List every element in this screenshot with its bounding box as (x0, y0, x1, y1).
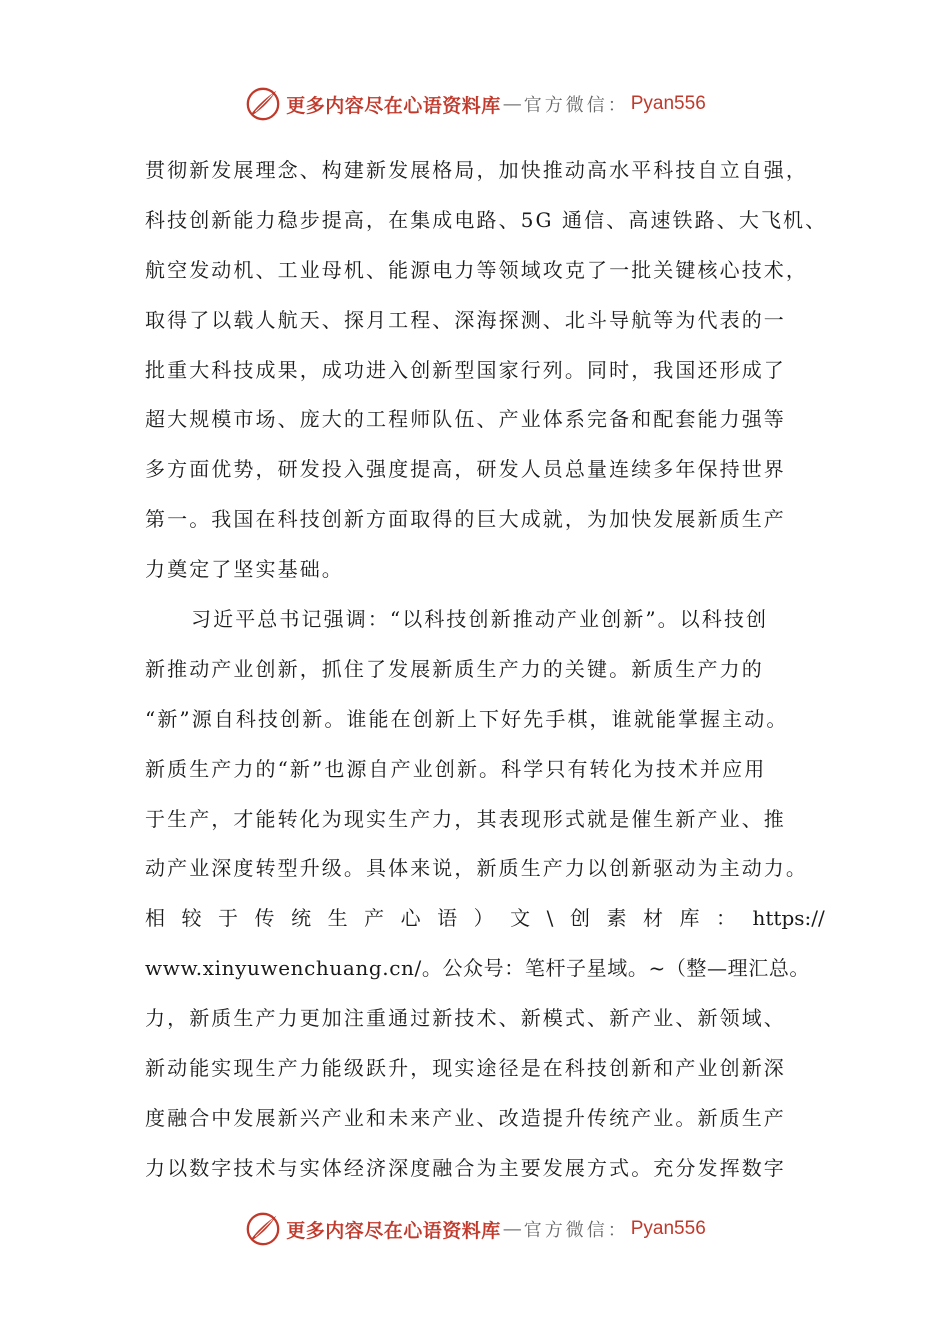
justified-token: 较 (181, 906, 202, 931)
body-line: 贯彻新发展理念、构建新发展格局，加快推动高水平科技自立自强， (145, 158, 808, 182)
justified-token: 素 (606, 906, 627, 931)
justified-token: 于 (218, 906, 239, 931)
justified-token: \ (546, 906, 554, 931)
body-line: 于生产，才能转化为现实生产力，其表现形式就是催生新产业、推 (145, 806, 786, 831)
justified-token: ： (716, 906, 736, 931)
body-line: 新动能实现生产力能级跃升，现实途径是在科技创新和产业创新深 (145, 1056, 786, 1081)
footer-wechat-label: 官方微信： (523, 1220, 629, 1241)
body-line: 度融合中发展新兴产业和未来产业、改造提升传统产业。新质生产 (145, 1105, 786, 1130)
justified-token: 创 (569, 906, 590, 931)
justified-token: 心 (400, 906, 421, 931)
body-line: 力奠定了坚实基础。 (145, 557, 344, 582)
body-line: 动产业深度转型升级。具体来说，新质生产力以创新驱动为主动力。 (145, 856, 808, 881)
justified-token: 产 (364, 906, 385, 931)
footer-brand-text: 更多内容尽在心语资料库 (286, 1219, 501, 1242)
body-line: 航空发动机、工业母机、能源电力等领域攻克了一批关键核心技术， (145, 257, 808, 282)
document-body (145, 146, 828, 1194)
body-line-justified (145, 894, 825, 944)
justified-token: 材 (642, 906, 663, 931)
body-line: 力以数字技术与实体经济深度融合为主要发展方式。充分发挥数字 (145, 1155, 786, 1180)
body-line: 第一。我国在科技创新方面取得的巨大成就，为加快发展新质生产 (145, 507, 786, 532)
body-line: 习近平总书记强调：“以科技创新推动产业创新”。以科技创 (191, 607, 769, 632)
footer-banner (0, 1207, 950, 1251)
justified-token: https:// (752, 906, 825, 931)
header-wechat-label: 官方微信： (523, 95, 629, 116)
justified-token: 统 (291, 906, 312, 931)
body-line: 新推动产业创新，抓住了发展新质生产力的关键。新质生产力的 (145, 656, 764, 681)
body-line: 多方面优势，研发投入强度提高，研发人员总量连续多年保持世界 (145, 457, 786, 482)
body-line: “新”源自科技创新。谁能在创新上下好先手棋，谁就能掌握主动。 (145, 706, 789, 731)
quill-logo-icon (244, 1210, 282, 1248)
body-line: 新质生产力的“新”也源自产业创新。科学只有转化为技术并应用 (145, 756, 767, 781)
justified-token: 相 (145, 906, 165, 931)
header-banner (0, 82, 950, 126)
body-line: 超大规模市场、庞大的工程师队伍、产业体系完备和配套能力强等 (145, 407, 786, 432)
justified-token: 生 (327, 906, 348, 931)
body-line: 取得了以载人航天、探月工程、深海探测、北斗导航等为代表的一 (145, 307, 786, 332)
justified-token: 传 (254, 906, 275, 931)
body-line: 科技创新能力稳步提高，在集成电路、5G 通信、高速铁路、大飞机、 (145, 207, 828, 232)
justified-token: ） (473, 906, 494, 931)
body-line: 批重大科技成果，成功进入创新型国家行列。同时，我国还形成了 (145, 357, 786, 382)
body-line: www.xinyuwenchuang.cn/。公众号：笔杆子星域。~（整—理汇总。 (145, 956, 811, 981)
justified-token: 文 (510, 906, 531, 931)
footer-wechat-id: Pyan556 (630, 1218, 706, 1239)
header-brand-text: 更多内容尽在心语资料库 (286, 94, 501, 117)
header-wechat-id: Pyan556 (630, 93, 706, 114)
quill-logo-icon (244, 85, 282, 123)
footer-dash: — (502, 1218, 522, 1240)
justified-token: 语 (437, 906, 458, 931)
justified-token: 库 (679, 906, 700, 931)
body-line: 力，新质生产力更加注重通过新技术、新模式、新产业、新领域、 (145, 1006, 786, 1031)
header-dash: — (502, 93, 522, 115)
